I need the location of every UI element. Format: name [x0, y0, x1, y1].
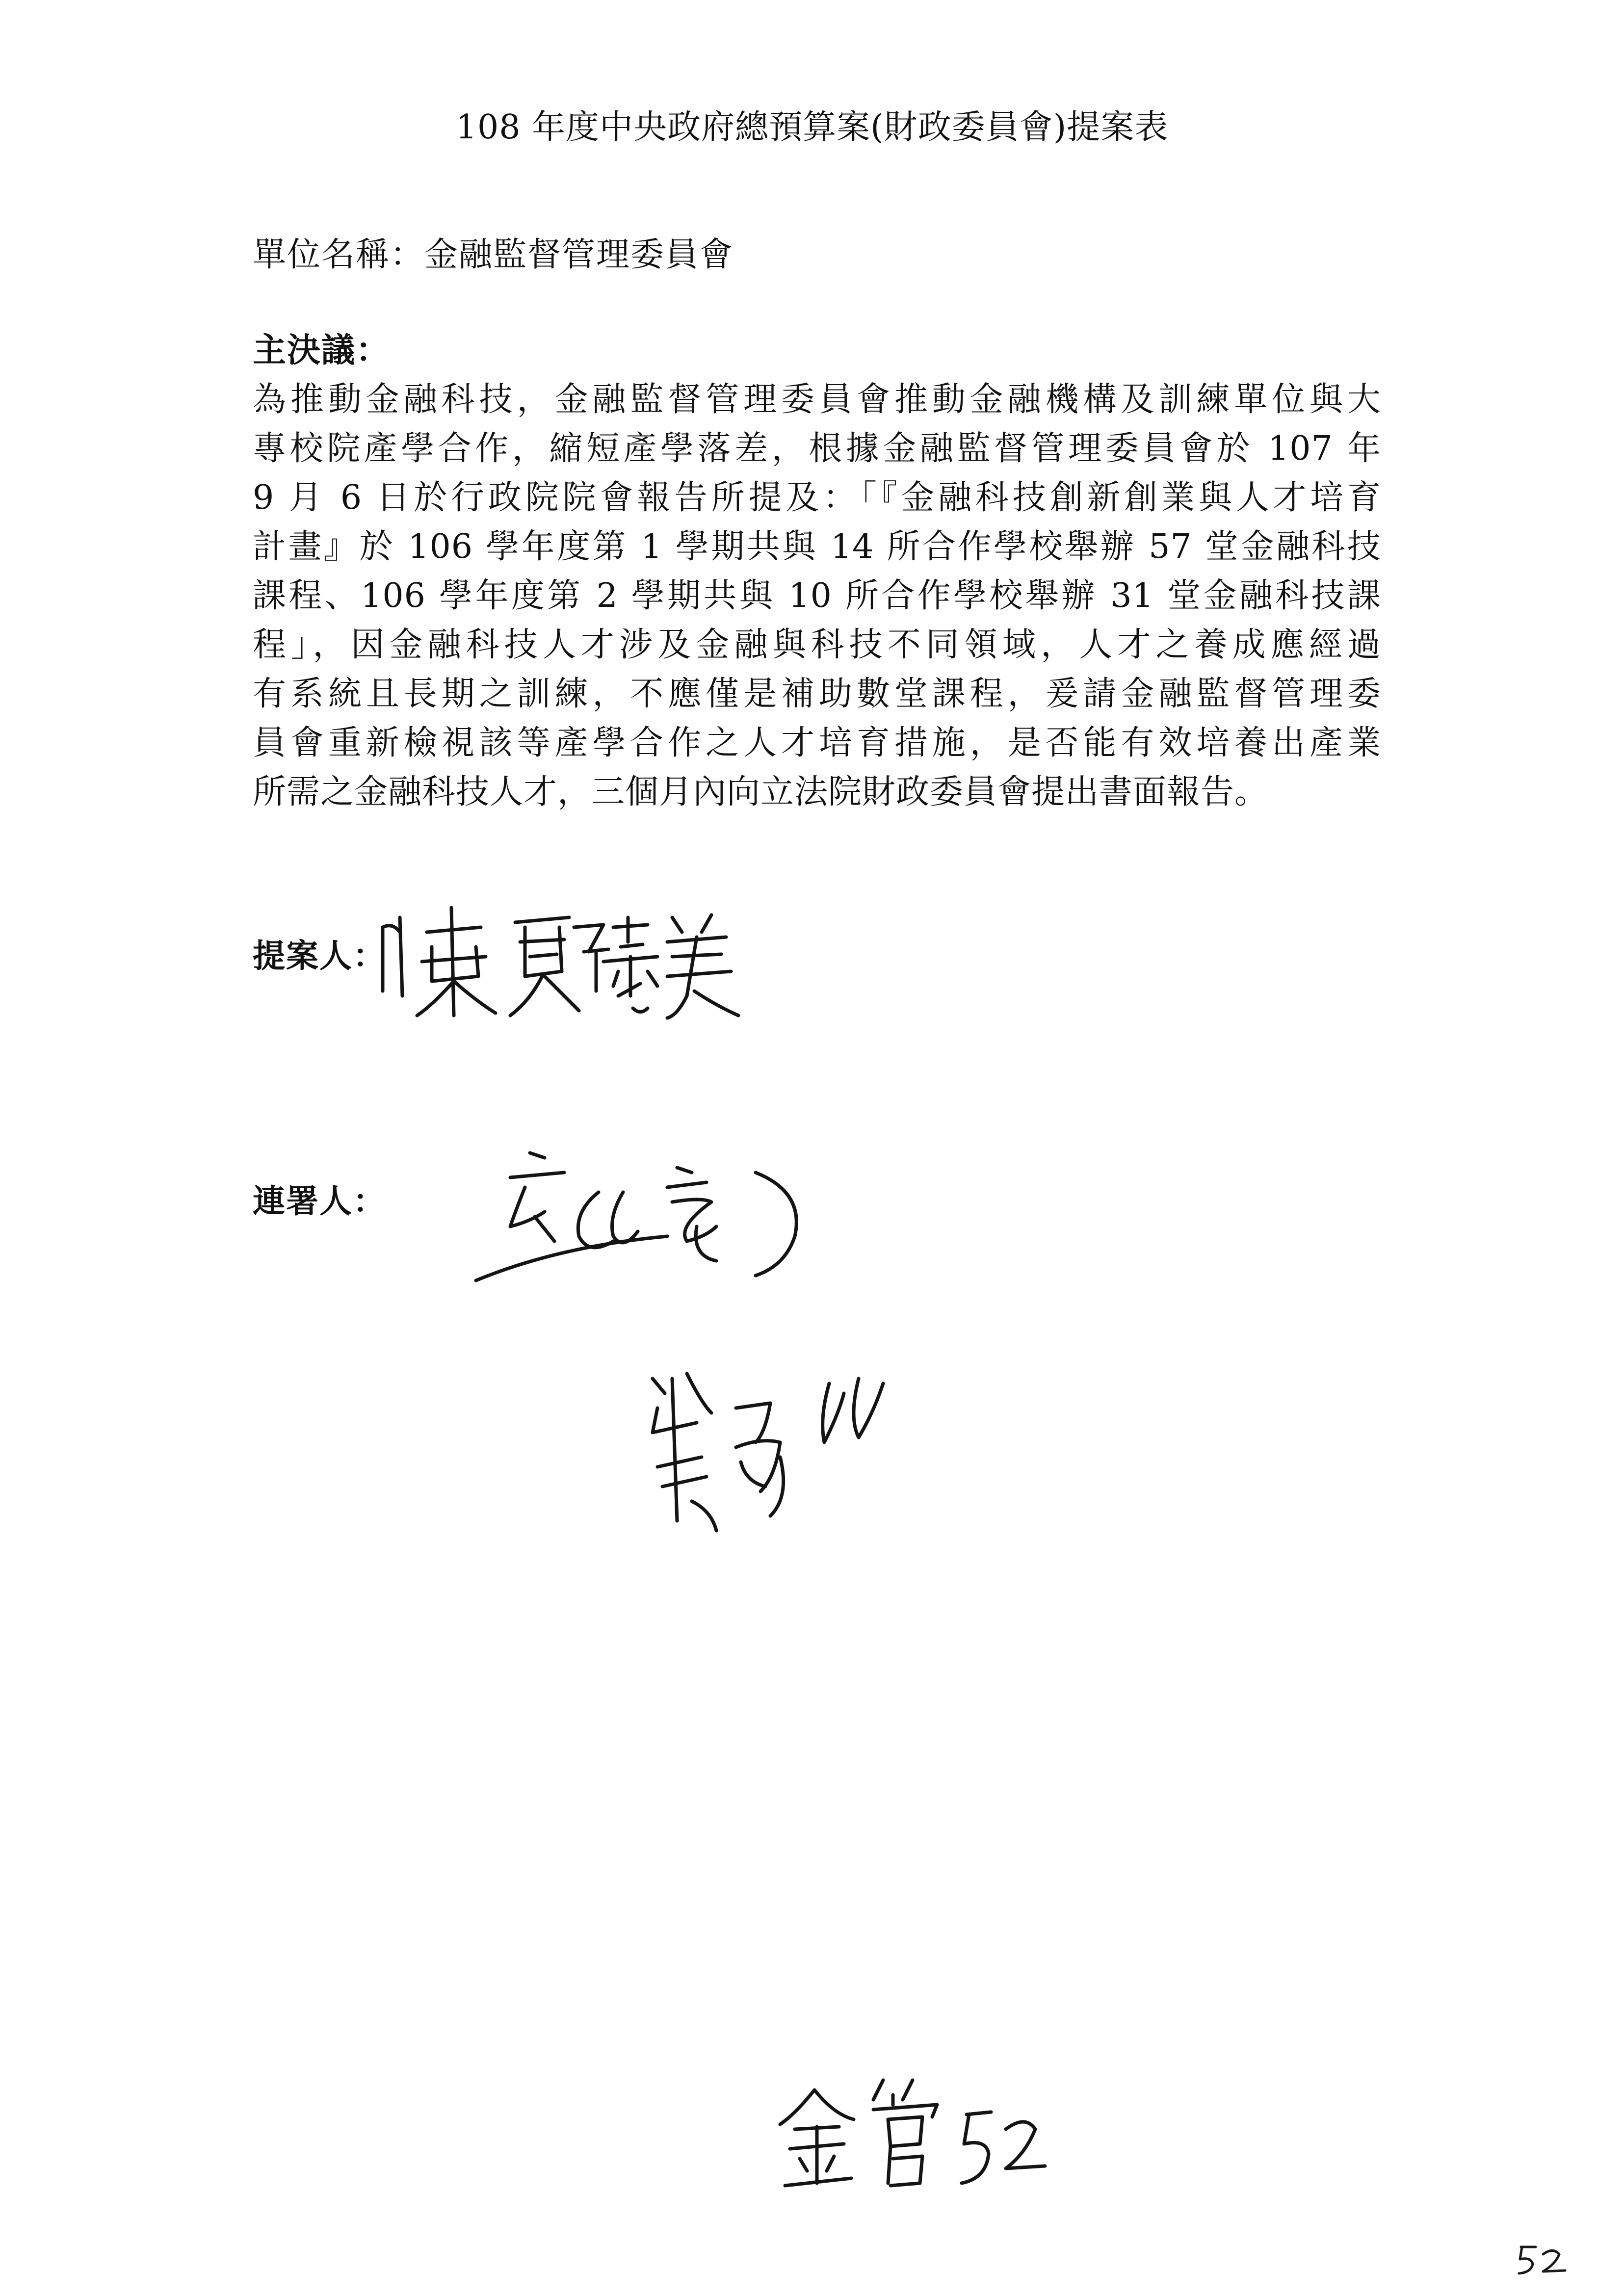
resolution-line: 員會重新檢視該等產學合作之人才培育措施，是否能有效培養出產業 [253, 724, 1381, 762]
resolution-line: 為推動金融科技，金融監督管理委員會推動金融機構及訓練單位與大 [253, 380, 1381, 419]
page-number-mark [1516, 2242, 1570, 2278]
bottom-handwritten-mark [770, 2070, 1065, 2198]
resolution-line: 專校院產學合作，縮短產學落差，根據金融監督管理委員會於 107 年 [253, 429, 1381, 468]
resolution-line: 課程、106 學年度第 2 學期共與 10 所合作學校舉辦 31 堂金融科技課 [253, 576, 1381, 615]
proposer-signature [373, 898, 746, 1025]
proposer-label: 提案人： [253, 937, 386, 975]
cosigner-label: 連署人： [253, 1182, 386, 1220]
resolution-line: 有系統且長期之訓練，不應僅是補助數堂課程，爰請金融監督管理委 [253, 675, 1381, 713]
resolution-heading: 主決議： [253, 331, 391, 370]
unit-name-line: 單位名稱：金融監督管理委員會 [253, 235, 734, 274]
resolution-line: 所需之金融科技人才，三個月內向立法院財政委員會提出書面報告。 [253, 773, 1269, 811]
resolution-body [253, 375, 1381, 817]
cosigner-signature-2 [643, 1364, 898, 1540]
resolution-line: 9 月 6 日於行政院院會報告所提及：「『金融科技創新創業與人才培育 [253, 478, 1381, 517]
cosigner-signature-1 [461, 1138, 854, 1305]
page-title: 108 年度中央政府總預算案(財政委員會)提案表 [455, 108, 1169, 147]
resolution-line: 計畫』於 106 學年度第 1 學期共與 14 所合作學校舉辦 57 堂金融科技 [253, 527, 1381, 566]
resolution-line: 程」，因金融科技人才涉及金融與科技不同領域，人才之養成應經過 [253, 626, 1381, 664]
